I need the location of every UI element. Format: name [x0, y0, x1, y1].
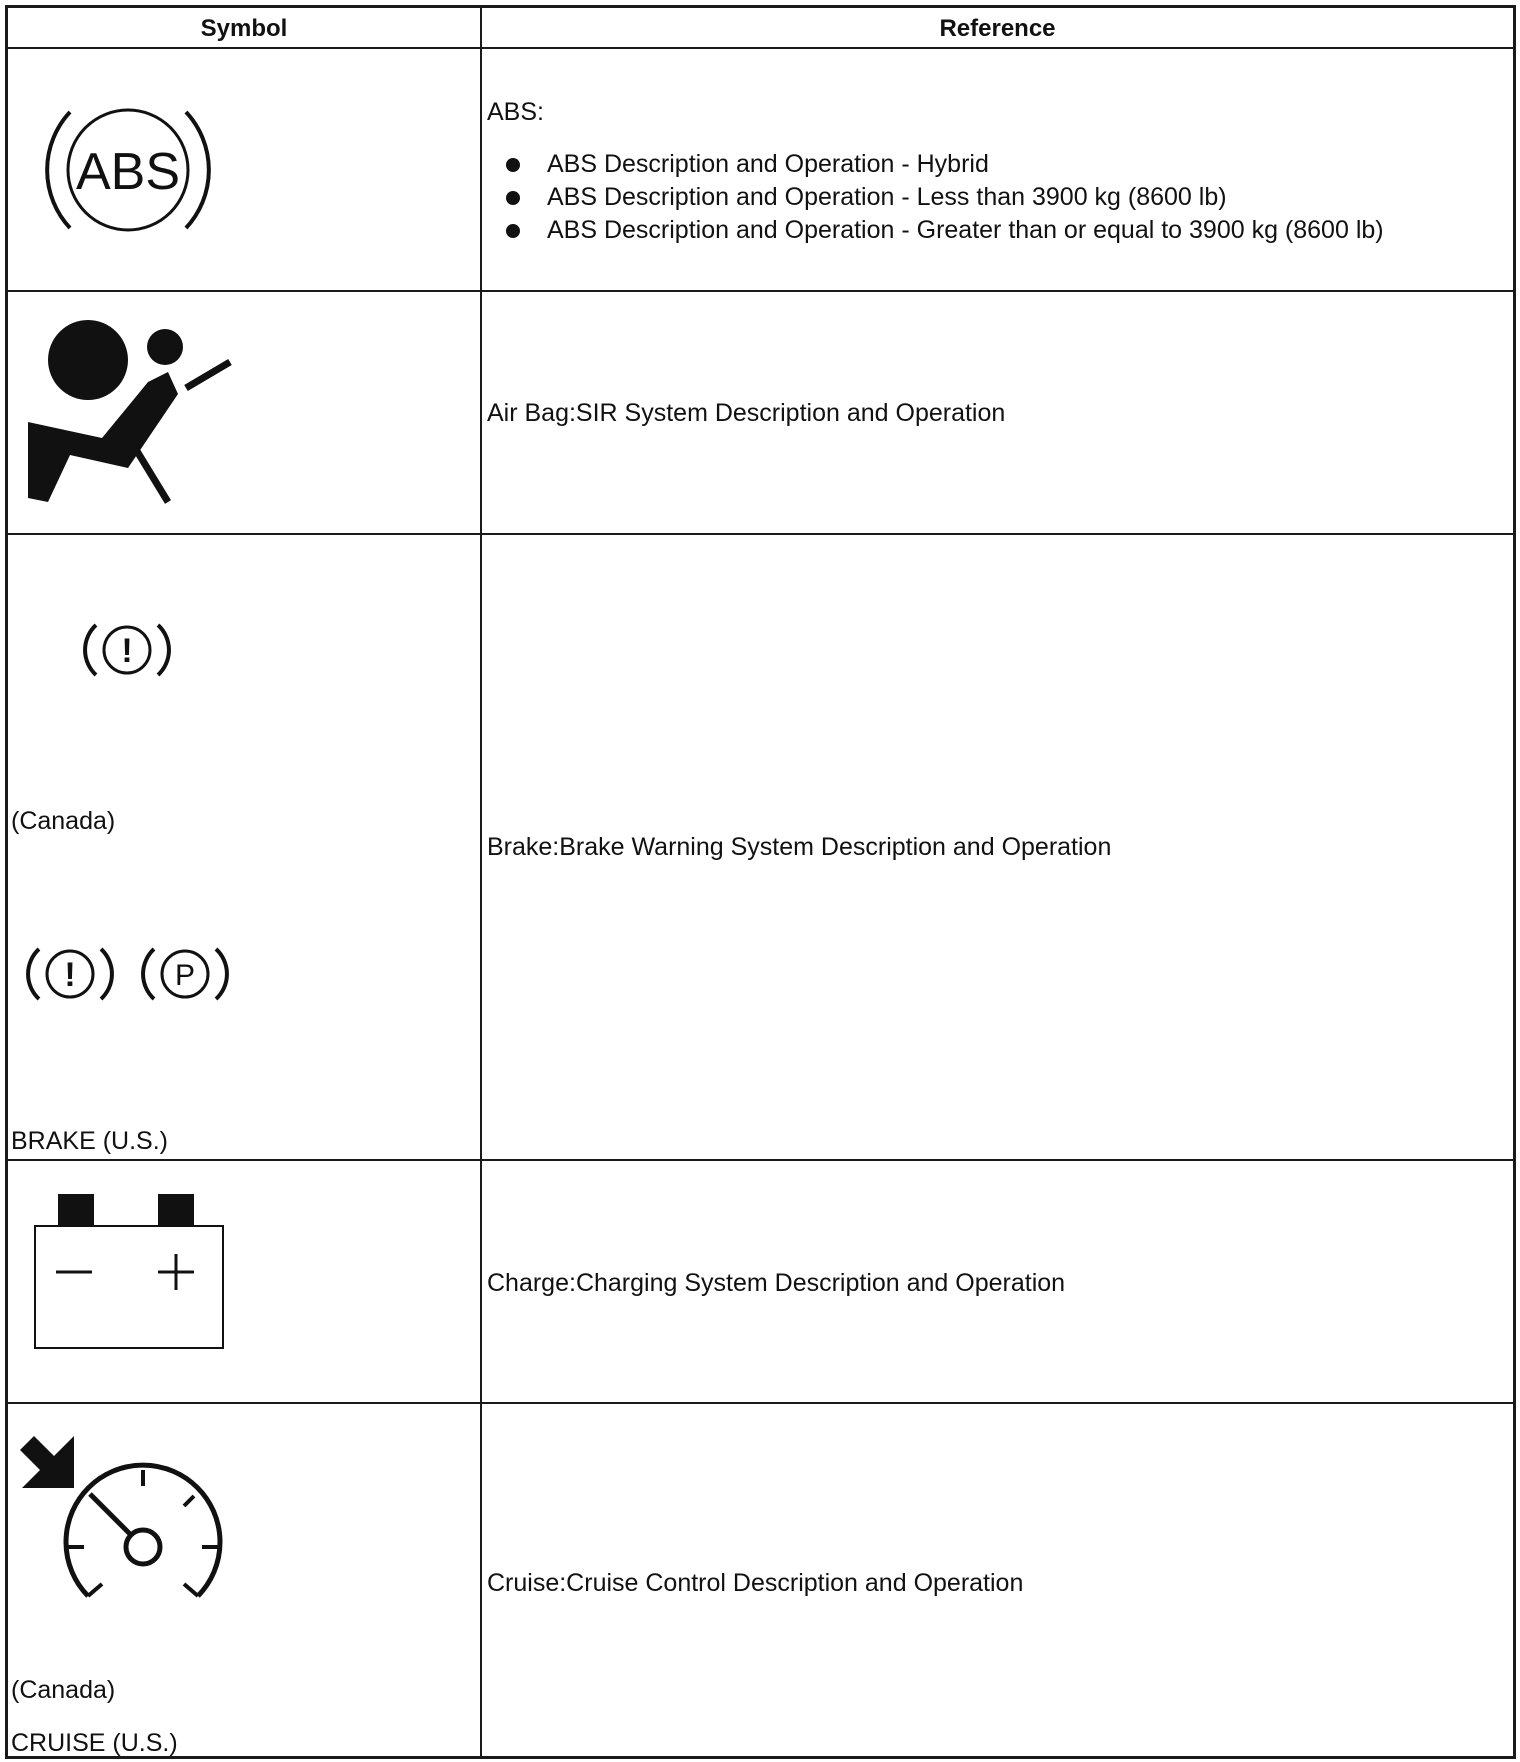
- airbag-warning-icon: [20, 320, 240, 510]
- brake-us-label: BRAKE (U.S.): [11, 1127, 168, 1155]
- svg-text:P: P: [174, 959, 196, 992]
- abs-reference-title: ABS:: [487, 98, 544, 126]
- parking-brake-icon: [140, 944, 230, 1004]
- abs-reference-link[interactable]: ABS Description and Operation - Hybrid: [492, 148, 1384, 181]
- cruise-reference[interactable]: Cruise:Cruise Control Description and Operation: [487, 1569, 1024, 1597]
- abs-warning-icon: [40, 100, 220, 240]
- abs-reference-link[interactable]: ABS Description and Operation - Greater than or equal to 3900 kg (8600 lb): [492, 214, 1384, 247]
- charge-reference[interactable]: Charge:Charging System Description and Operation: [487, 1269, 1066, 1297]
- row-divider: [5, 1159, 1516, 1161]
- brake-reference[interactable]: Brake:Brake Warning System Description and Operation: [487, 833, 1112, 861]
- abs-reference-link[interactable]: ABS Description and Operation - Less than 3900 kg (8600 lb): [492, 181, 1384, 214]
- cruise-canada-label: (Canada): [11, 1676, 116, 1704]
- airbag-reference[interactable]: Air Bag:SIR System Description and Operation: [487, 399, 1006, 427]
- brake-warning-icon: [25, 944, 115, 1004]
- svg-text:ABS: ABS: [75, 143, 181, 201]
- abs-reference-list: [492, 148, 1384, 247]
- table-border-right: [1513, 5, 1516, 1759]
- brake-canada-label: (Canada): [11, 807, 116, 835]
- row-divider: [5, 533, 1516, 535]
- row-divider: [5, 1402, 1516, 1404]
- column-divider: [480, 5, 482, 1759]
- svg-text:!: !: [121, 632, 133, 670]
- table-border-bottom: [5, 1756, 1516, 1759]
- reference-column-header: Reference: [939, 15, 1056, 42]
- svg-text:!: !: [64, 956, 76, 994]
- cruise-control-icon: [18, 1430, 238, 1610]
- row-divider: [5, 290, 1516, 292]
- cruise-us-label: CRUISE (U.S.): [11, 1729, 178, 1757]
- symbol-column-header: Symbol: [200, 15, 288, 42]
- brake-warning-icon: [82, 620, 172, 680]
- table-border-left: [5, 5, 8, 1759]
- battery-charge-icon: [30, 1192, 230, 1352]
